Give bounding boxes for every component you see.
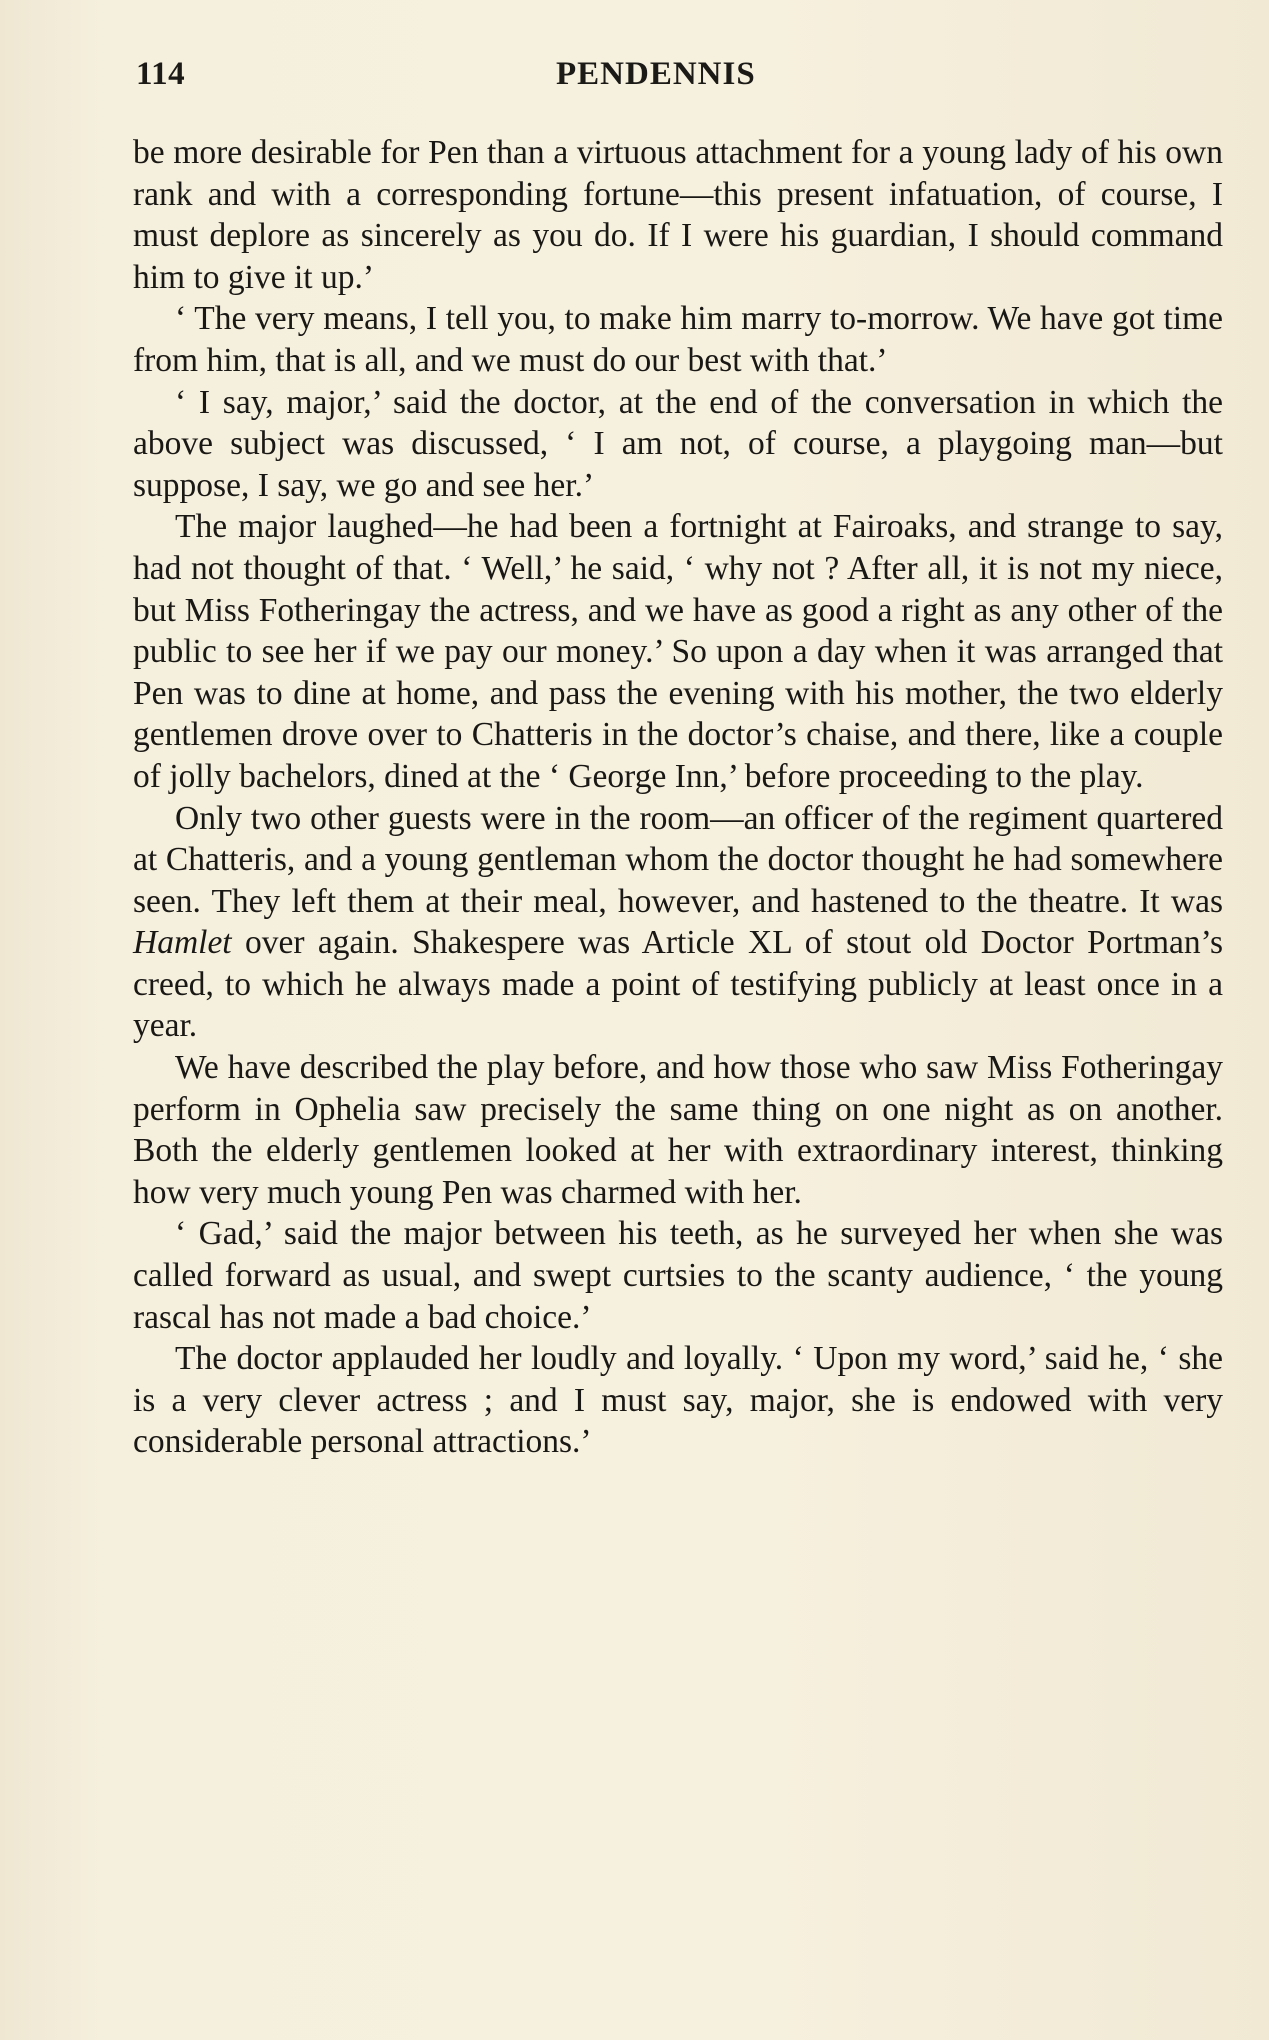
page-number: 114 bbox=[136, 56, 186, 92]
paragraph: The major laughed—he had been a fortnight at Fairoaks, and strange to say, had not thought of that. ‘ Well,’ he said, ‘ why not ? After all, it is not my niece, but Miss Fotheringay the actress, and we have as good a right as any other of the public to see her if we pay our money.’ So upon a day when it was arranged that Pen was to dine at home, and pass the evening with his mother, the two elderly gentlemen drove over to Chatteris in the doctor’s chaise, and there, like a couple of jolly bachelors, dined at the ‘ George Inn,’ before proceeding to the play. bbox=[133, 508, 1223, 795]
paragraph: The doctor applauded her loudly and loyally. ‘ Upon my word,’ said he, ‘ she is a very clever actress ; and I must say, major, she is endowed with very considerable personal attractions.’ bbox=[133, 1340, 1223, 1461]
paragraph: be more desirable for Pen than a virtuous attachment for a young lady of his own rank and with a corresponding fortune—this present infatuation, of course, I must deplore as sincerely as you do. If I were his guardian, I should command him to give it up.’ bbox=[133, 134, 1223, 296]
paragraph-text: Only two other guests were in the room—an officer of the regiment quartered at Chatteris, and a young gentleman whom the doctor thought he had somewhere seen. They left them at their meal, however, and hastened to the theatre. It was bbox=[133, 799, 1223, 920]
body-text bbox=[133, 132, 1223, 1463]
play-title: Hamlet bbox=[133, 924, 232, 962]
paragraph: We have described the play before, and how those who saw Miss Fotheringay perform in Ophelia saw precisely the same thing on one night as on another. Both the elderly gentlemen looked at her with extraordinary interest, thinking how very much young Pen was charmed with her. bbox=[133, 1049, 1223, 1211]
paragraph: ‘ I say, major,’ said the doctor, at the end of the conversation in which the above subject was discussed, ‘ I am not, of course, a playgoing man—but suppose, I say, we go and see her.’ bbox=[133, 383, 1223, 504]
paragraph: ‘ Gad,’ said the major between his teeth, as he surveyed her when she was called forward as usual, and swept curtsies to the scanty audience, ‘ the young rascal has not made a bad choice.’ bbox=[133, 1215, 1223, 1336]
paragraph bbox=[133, 798, 1223, 1048]
page-header bbox=[136, 56, 1216, 100]
paragraph: ‘ The very means, I tell you, to make him marry to-morrow. We have got time from him, that is all, and we must do our best with that.’ bbox=[133, 300, 1223, 379]
paragraph-text: over again. Shakespere was Article XL of stout old Doctor Portman’s creed, to which he always made a point of testifying publicly at least once in a year. bbox=[133, 924, 1223, 1045]
running-title: PENDENNIS bbox=[556, 56, 756, 92]
